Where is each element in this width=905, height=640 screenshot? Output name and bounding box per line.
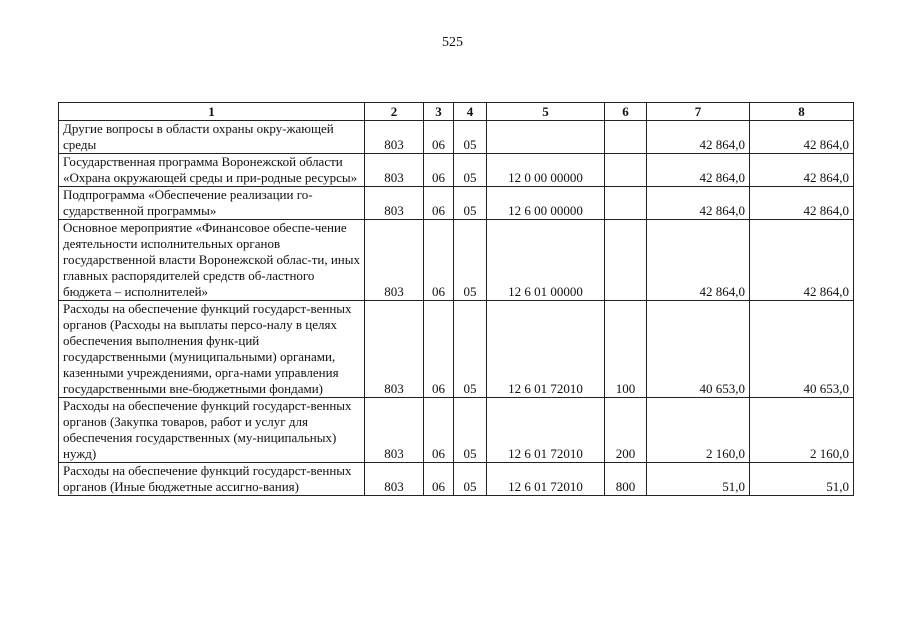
rz-cell: 06 bbox=[424, 187, 454, 220]
vr-cell bbox=[605, 154, 647, 187]
budget-table bbox=[58, 102, 854, 496]
sum-cell: 51,0 bbox=[750, 463, 854, 496]
sum-cell: 42 864,0 bbox=[750, 154, 854, 187]
rz-cell: 06 bbox=[424, 463, 454, 496]
sum-cell: 42 864,0 bbox=[647, 121, 750, 154]
expense-name-cell: Государственная программа Воронежской области «Охрана окружающей среды и при-родные ресурсы» bbox=[59, 154, 365, 187]
column-header: 2 bbox=[365, 103, 424, 121]
sum-cell: 42 864,0 bbox=[647, 154, 750, 187]
table-row bbox=[59, 301, 854, 398]
vr-cell bbox=[605, 121, 647, 154]
sum-cell: 42 864,0 bbox=[750, 121, 854, 154]
sum-cell: 40 653,0 bbox=[750, 301, 854, 398]
rz-cell: 06 bbox=[424, 154, 454, 187]
table-row bbox=[59, 463, 854, 496]
pr-cell: 05 bbox=[454, 463, 487, 496]
column-header: 7 bbox=[647, 103, 750, 121]
pr-cell: 05 bbox=[454, 187, 487, 220]
expense-name-cell: Расходы на обеспечение функций государст-венных органов (Закупка товаров, работ и услуг для обеспечения государственных (му-ниципальных) нужд) bbox=[59, 398, 365, 463]
rz-cell: 06 bbox=[424, 220, 454, 301]
csr-cell: 12 6 01 00000 bbox=[487, 220, 605, 301]
expense-name-cell: Основное мероприятие «Финансовое обеспе-чение деятельности исполнительных органов государственной власти Воронежской облас-ти, иных главных распорядителей средств об-ластного бюджета – исполнителей» bbox=[59, 220, 365, 301]
column-header: 8 bbox=[750, 103, 854, 121]
vr-cell: 100 bbox=[605, 301, 647, 398]
column-header: 3 bbox=[424, 103, 454, 121]
pr-cell: 05 bbox=[454, 154, 487, 187]
expense-name-cell: Подпрограмма «Обеспечение реализации го-сударственной программы» bbox=[59, 187, 365, 220]
vr-cell bbox=[605, 187, 647, 220]
expense-name-cell: Расходы на обеспечение функций государст-венных органов (Иные бюджетные ассигно-вания) bbox=[59, 463, 365, 496]
ved-cell: 803 bbox=[365, 220, 424, 301]
ved-cell: 803 bbox=[365, 187, 424, 220]
sum-cell: 51,0 bbox=[647, 463, 750, 496]
csr-cell bbox=[487, 121, 605, 154]
sum-cell: 42 864,0 bbox=[647, 220, 750, 301]
column-header: 6 bbox=[605, 103, 647, 121]
table-row bbox=[59, 187, 854, 220]
sum-cell: 2 160,0 bbox=[750, 398, 854, 463]
page-number: 525 bbox=[442, 35, 463, 50]
ved-cell: 803 bbox=[365, 398, 424, 463]
pr-cell: 05 bbox=[454, 220, 487, 301]
csr-cell: 12 6 00 00000 bbox=[487, 187, 605, 220]
csr-cell: 12 6 01 72010 bbox=[487, 398, 605, 463]
sum-cell: 42 864,0 bbox=[647, 187, 750, 220]
csr-cell: 12 6 01 72010 bbox=[487, 463, 605, 496]
sum-cell: 42 864,0 bbox=[750, 187, 854, 220]
rz-cell: 06 bbox=[424, 121, 454, 154]
table-header-row bbox=[59, 103, 854, 121]
ved-cell: 803 bbox=[365, 121, 424, 154]
pr-cell: 05 bbox=[454, 398, 487, 463]
vr-cell bbox=[605, 220, 647, 301]
vr-cell: 200 bbox=[605, 398, 647, 463]
sum-cell: 42 864,0 bbox=[750, 220, 854, 301]
rz-cell: 06 bbox=[424, 398, 454, 463]
table-row bbox=[59, 398, 854, 463]
column-header: 5 bbox=[487, 103, 605, 121]
table-row bbox=[59, 154, 854, 187]
rz-cell: 06 bbox=[424, 301, 454, 398]
ved-cell: 803 bbox=[365, 301, 424, 398]
sum-cell: 40 653,0 bbox=[647, 301, 750, 398]
pr-cell: 05 bbox=[454, 301, 487, 398]
sum-cell: 2 160,0 bbox=[647, 398, 750, 463]
ved-cell: 803 bbox=[365, 463, 424, 496]
csr-cell: 12 6 01 72010 bbox=[487, 301, 605, 398]
column-header: 1 bbox=[59, 103, 365, 121]
csr-cell: 12 0 00 00000 bbox=[487, 154, 605, 187]
column-header: 4 bbox=[454, 103, 487, 121]
pr-cell: 05 bbox=[454, 121, 487, 154]
vr-cell: 800 bbox=[605, 463, 647, 496]
expense-name-cell: Другие вопросы в области охраны окру-жающей среды bbox=[59, 121, 365, 154]
table-row bbox=[59, 220, 854, 301]
ved-cell: 803 bbox=[365, 154, 424, 187]
table-row bbox=[59, 121, 854, 154]
expense-name-cell: Расходы на обеспечение функций государст-венных органов (Расходы на выплаты персо-налу в целях обеспечения выполнения функ-ций государственными (муниципальными) органами, казенными учреждениями, орга-нами управления государственными вне-бюджетными фондами) bbox=[59, 301, 365, 398]
